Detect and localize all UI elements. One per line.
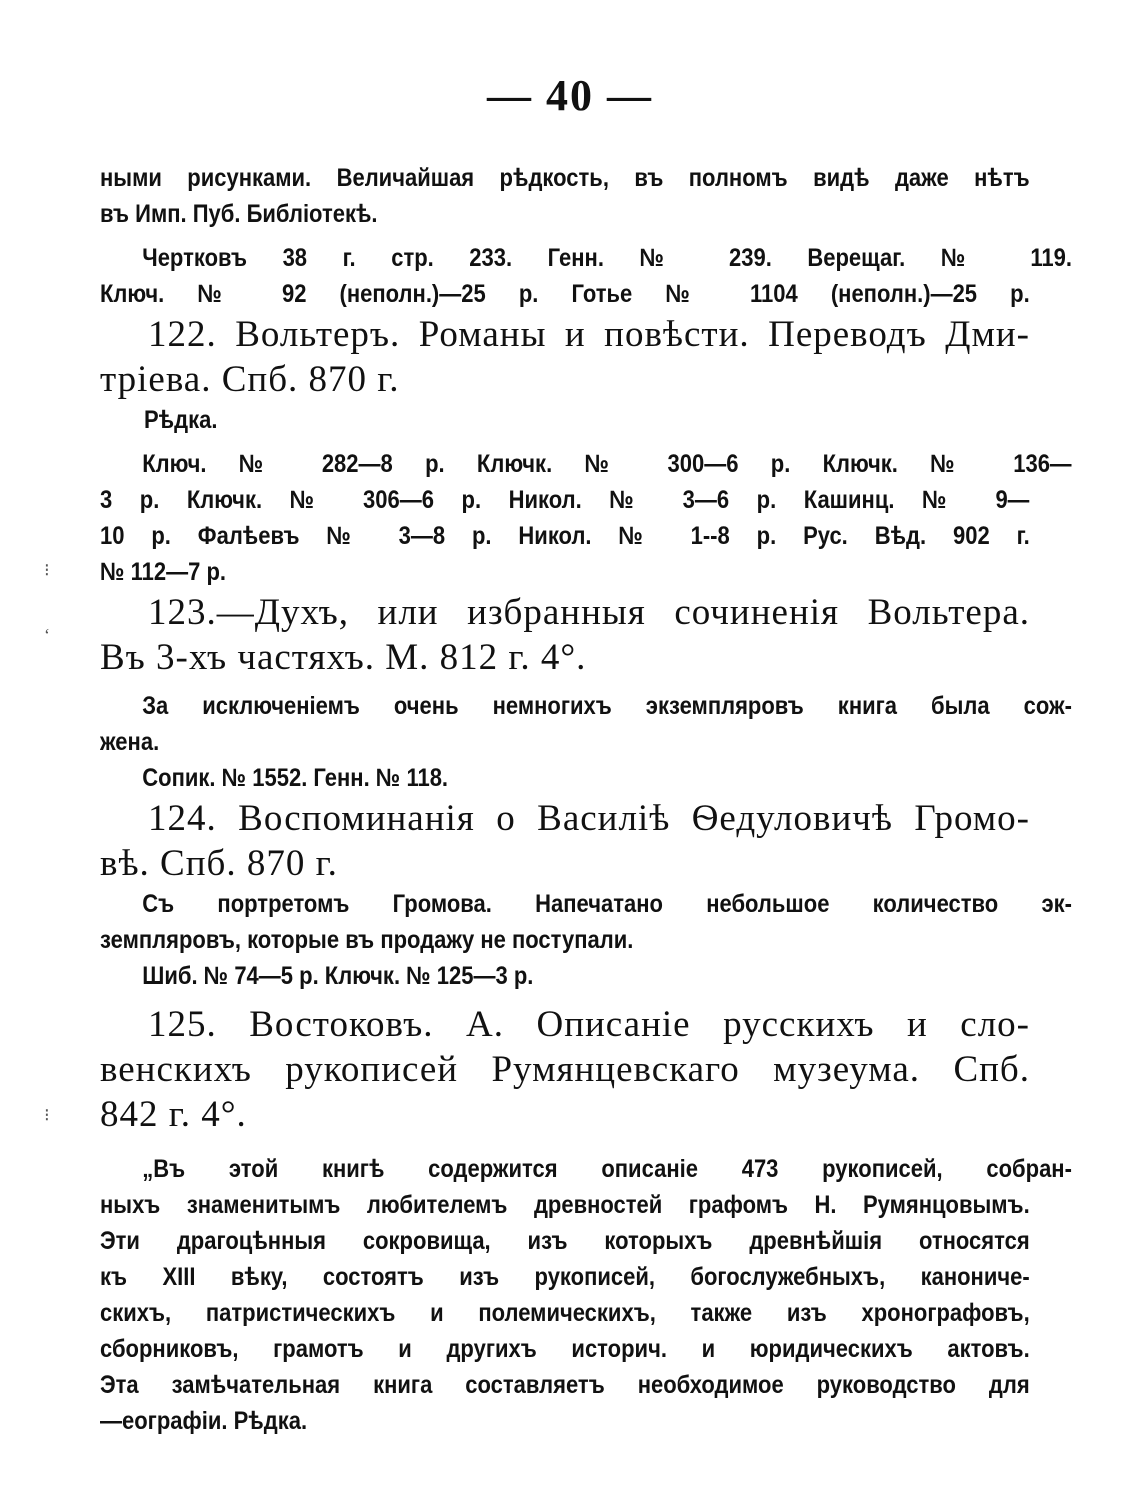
entry-title-line: тріева. Спб. 870 г. xyxy=(100,359,400,400)
description-line: —еографіи. Рѣдка. xyxy=(100,1407,308,1435)
references-line: Ключ. № 92 (неполн.)—25 р. Готье № 1104 (неполн.)—25 р. xyxy=(100,280,1030,308)
references-line: Шиб. № 74—5 р. Ключк. № 125—3 р. xyxy=(142,962,534,990)
references-line: Ключ. № 282—8 р. Ключк. № 300—6 р. Ключк. № 136— xyxy=(142,450,1072,478)
references-line: Сопик. № 1552. Генн. № 118. xyxy=(142,764,449,792)
entry-title-line: 122. Вольтеръ. Романы и повѣсти. Переводъ Дми- xyxy=(148,314,1030,355)
entry-title-line: вѣ. Спб. 870 г. xyxy=(100,843,338,884)
page-number: — 40 — xyxy=(487,71,653,120)
description-line: ными рисунками. Величайшая рѣдкость, въ полномъ видѣ даже нѣтъ xyxy=(100,164,1030,192)
description-line: сборниковъ, грамотъ и другихъ историч. и юридическихъ актовъ. xyxy=(100,1335,1030,1363)
entry-title-line: 124. Воспоминанія о Василіѣ Ѳедуловичѣ Громо- xyxy=(148,798,1030,839)
description-line: въ Имп. Пуб. Библіотекѣ. xyxy=(100,200,378,228)
references-line: № 112—7 р. xyxy=(100,558,227,586)
margin-tick-mark: ⁝ xyxy=(44,560,50,580)
description-line: земпляровъ, которые въ продажу не поступали. xyxy=(100,926,634,954)
entry-title-line: 842 г. 4°. xyxy=(100,1094,247,1135)
description-line: „Въ этой книгѣ содержится описаніе 473 рукописей, собран- xyxy=(142,1155,1072,1183)
references-line: 3 р. Ключк. № 306—6 р. Никол. № 3—6 р. Кашинц. № 9— xyxy=(100,486,1030,514)
text-column xyxy=(100,160,1072,1439)
references-line: 10 р. Фалѣевъ № 3—8 р. Никол. № 1--8 р. Рус. Вѣд. 902 г. xyxy=(100,522,1030,550)
references-line: Чертковъ 38 г. стр. 233. Генн. № 239. Верещаг. № 119. xyxy=(142,244,1072,272)
description-line: жена. xyxy=(100,728,160,756)
description-line: За исключеніемъ очень немногихъ экземпляровъ книга была сож- xyxy=(142,692,1072,720)
entry-note: Рѣдка. xyxy=(144,406,218,434)
entry-123 xyxy=(100,590,1072,796)
entry-title-line: Въ 3-хъ частяхъ. М. 812 г. 4°. xyxy=(100,637,587,678)
margin-tick-mark: ⁝ xyxy=(44,1105,50,1125)
entry-124 xyxy=(100,796,1072,994)
margin-tick-mark: ‘ xyxy=(44,625,50,645)
description-line: къ XIII вѣку, состоятъ изъ рукописей, богослужебныхъ, канониче- xyxy=(100,1263,1030,1291)
description-line: ныхъ знаменитымъ любителемъ древностей графомъ Н. Румянцовымъ. xyxy=(100,1191,1030,1219)
entry-title-line: 125. Востоковъ. А. Описаніе русскихъ и сло- xyxy=(148,1004,1030,1045)
description-line: Эта замѣчательная книга составляетъ необходимое руководство для xyxy=(100,1371,1030,1399)
description-line: скихъ, патристическихъ и полемическихъ, также изъ хронографовъ, xyxy=(100,1299,1030,1327)
entry-122 xyxy=(100,312,1072,590)
entry-125 xyxy=(100,1002,1072,1439)
entry-121-tail xyxy=(100,160,1072,312)
entry-title-line: 123.—Духъ, или избранныя сочиненія Вольтера. xyxy=(148,592,1030,633)
description-line: Эти драгоцѣнныя сокровища, изъ которыхъ древнѣйшія относятся xyxy=(100,1227,1030,1255)
description-line: Съ портретомъ Громова. Напечатано небольшое количество эк- xyxy=(142,890,1072,918)
entry-title-line: венскихъ рукописей Румянцевскаго музеума. Спб. xyxy=(100,1049,1030,1090)
